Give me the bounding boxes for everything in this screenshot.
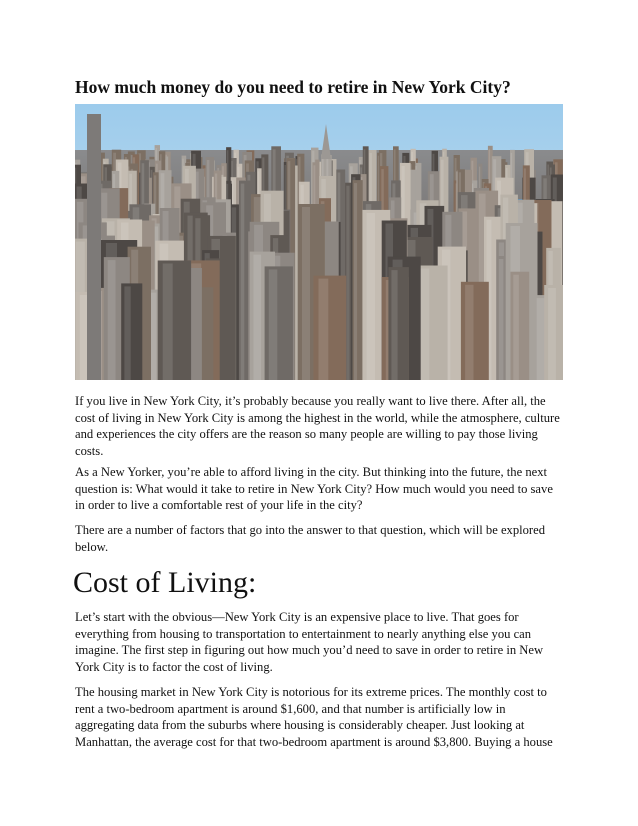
building-shape xyxy=(461,282,489,380)
section-paragraph: Let’s start with the obvious—New York City is an expensive place to live. That goes for everything from housing to transportation to entertainment to nearly anything else you can imagine. The first step in figuring out how much you’d need to save in order to retire in New York City is to factor the cost of living. xyxy=(75,610,544,674)
building-shape xyxy=(314,276,347,380)
intro-paragraph: There are a number of factors that go into the answer to that question, which will be explored below. xyxy=(75,523,546,554)
building-highlight xyxy=(548,288,556,380)
building-highlight xyxy=(465,285,473,380)
building-highlight xyxy=(254,255,262,380)
building-highlight xyxy=(302,207,310,380)
building-highlight xyxy=(108,260,116,380)
building-highlight xyxy=(391,270,397,380)
building-highlight xyxy=(241,184,245,380)
building-highlight xyxy=(269,269,278,380)
section-paragraph: The housing market in New York City is notorious for its extreme prices. The monthly cost to rent a two-bedroom apartment is around $1,600, and that number is artificially low in aggregating data from the suburbs where housing is considerably cheaper. Just looking at Manhattan, the average cost for that two-bedroom apartment is around $3,800. Buying a house xyxy=(75,685,553,749)
building-highlight xyxy=(419,269,429,381)
building-highlight xyxy=(80,295,88,380)
section-heading: Cost of Living: xyxy=(73,566,257,599)
building-highlight xyxy=(354,183,357,380)
building-highlight xyxy=(124,286,130,380)
building-highlight xyxy=(499,259,504,380)
intro-paragraph: As a New Yorker, you’re able to afford living in the city. But thinking into the future, the next question is: What would it take to retire in New York City? How much would you need to save in order to live a comfortable rest of your life in the city? xyxy=(75,465,553,513)
building-shape xyxy=(121,283,142,380)
building-highlight xyxy=(346,186,349,380)
building-highlight xyxy=(163,264,173,381)
building-highlight xyxy=(319,279,329,380)
article-title: How much money do you need to retire in New York City? xyxy=(75,77,511,97)
intro-paragraph: If you live in New York City, it’s probably because you really want to live there. After all, the cost of living in New York City is among the highest in the world, while the atmosphere, culture and experiences the city offers are the reason so many people are willing to pay those living costs. xyxy=(75,394,560,458)
building-highlight xyxy=(367,213,375,380)
building-highlight xyxy=(513,275,519,380)
city-skyline-photo xyxy=(75,104,563,380)
tower-shape xyxy=(87,114,101,380)
